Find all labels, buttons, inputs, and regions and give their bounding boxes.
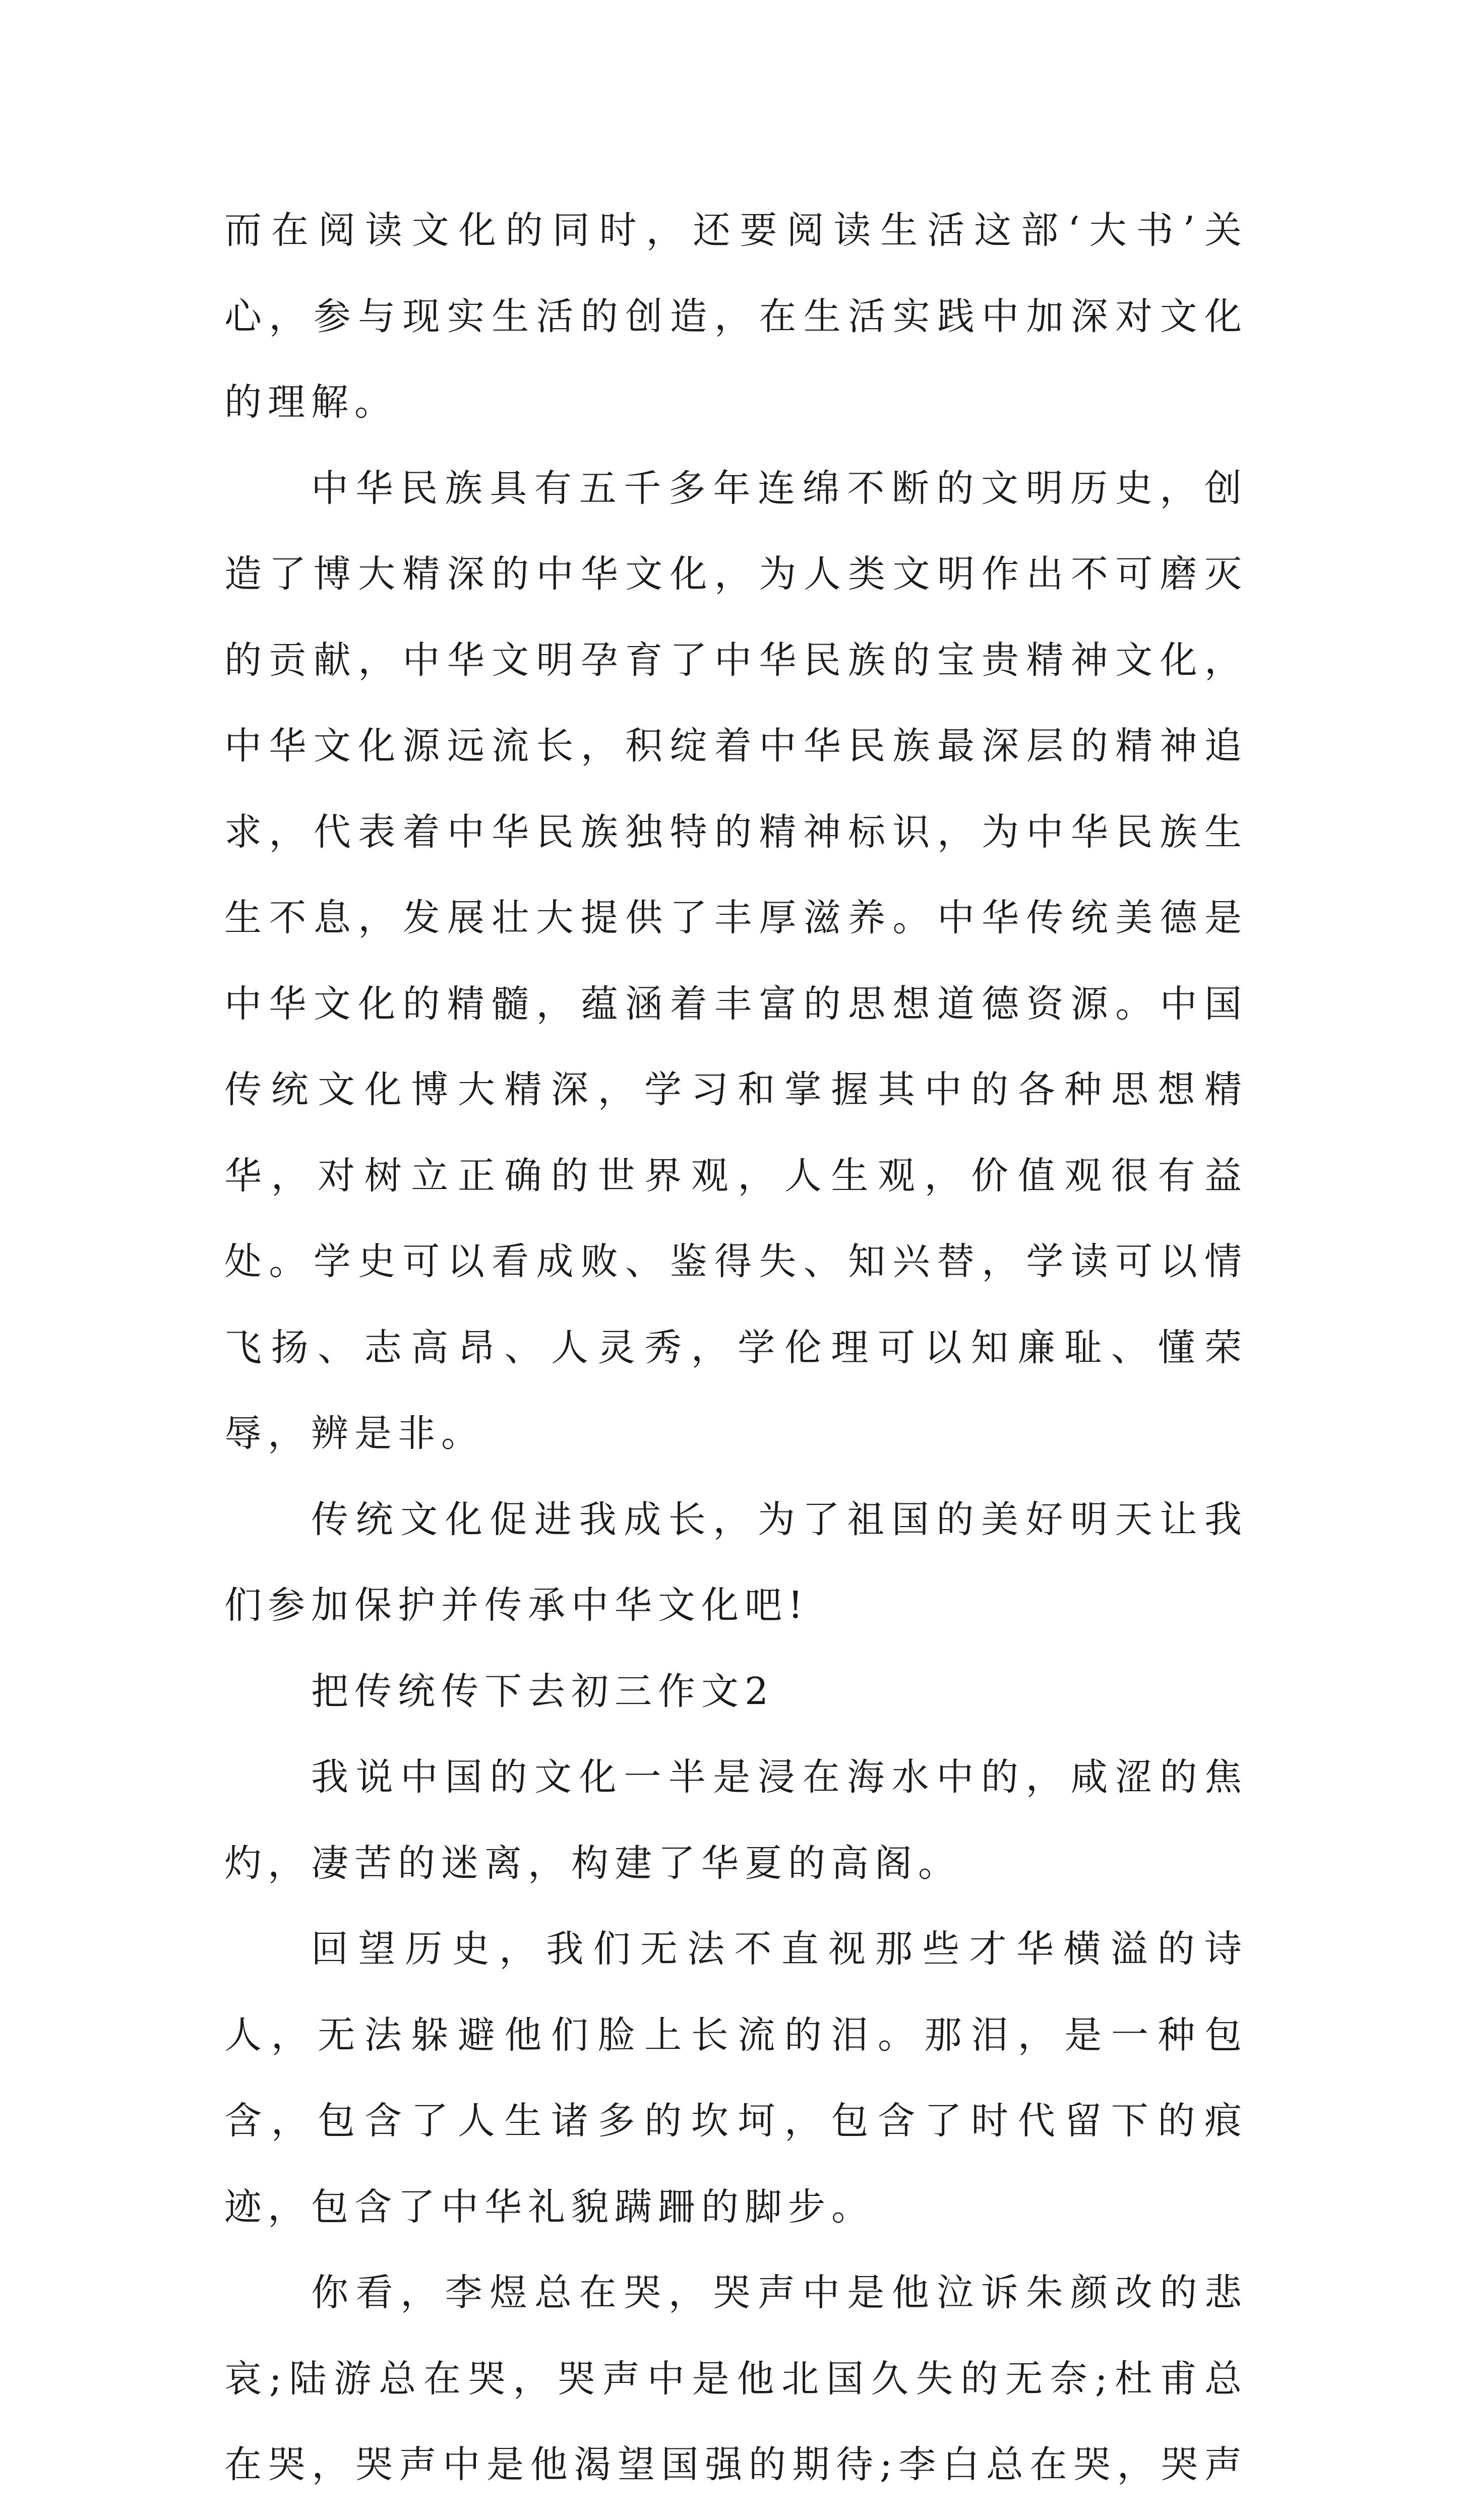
paragraph-5: 回望历史，我们无法不直视那些才华横溢的诗人，无法躲避他们脸上长流的泪。那泪，是一种包含，包含了人生诸多的坎坷，包含了时代留下的痕迹，包含了中华礼貌蹒跚的脚步。 xyxy=(224,1927,1248,2229)
paragraph-3: 传统文化促进我成长，为了祖国的美好明天让我们参加保护并传承中华文化吧! xyxy=(224,1497,1248,1627)
paragraph-2: 中华民族具有五千多年连绵不断的文明历史，创造了博大精深的中华文化，为人类文明作出不可磨灭的贡献，中华文明孕育了中华民族的宝贵精神文化，中华文化源远流长，积绽着中华民族最深层的精神追求，代表着中华民族独特的精神标识，为中华民族生生不息，发展壮大提供了丰厚滋养。中华传统美德是中华文化的精髓，蕴涵着丰富的思想道德资源。中国传统文化博大精深，学习和掌握其中的各种思想精华，对树立正确的世界观，人生观，价值观很有益处。学史可以看成败、鉴得失、知兴替，学读可以情飞扬、志高昂、人灵秀，学伦理可以知廉耻、懂荣辱，辨是非。 xyxy=(224,466,1248,1455)
paragraph-6: 你看，李煜总在哭，哭声中是他泣诉朱颜改的悲哀;陆游总在哭，哭声中是他北国久失的无奈;杜甫总在哭，哭声中是他渴望国强的期待;李白总在哭，哭声 xyxy=(224,2271,1248,2486)
section-heading: 把传统传下去初三作文2 xyxy=(311,1669,775,1713)
document-body xyxy=(224,187,1248,2520)
paragraph-4: 我说中国的文化一半是浸在海水中的，咸涩的焦灼，凄苦的迷离，构建了华夏的高阁。 xyxy=(224,1755,1248,1885)
paragraph-1: 而在阅读文化的同时，还要阅读生活这部‘大书’关心，参与现实生活的创造，在生活实践中加深对文化的理解。 xyxy=(224,209,1248,424)
